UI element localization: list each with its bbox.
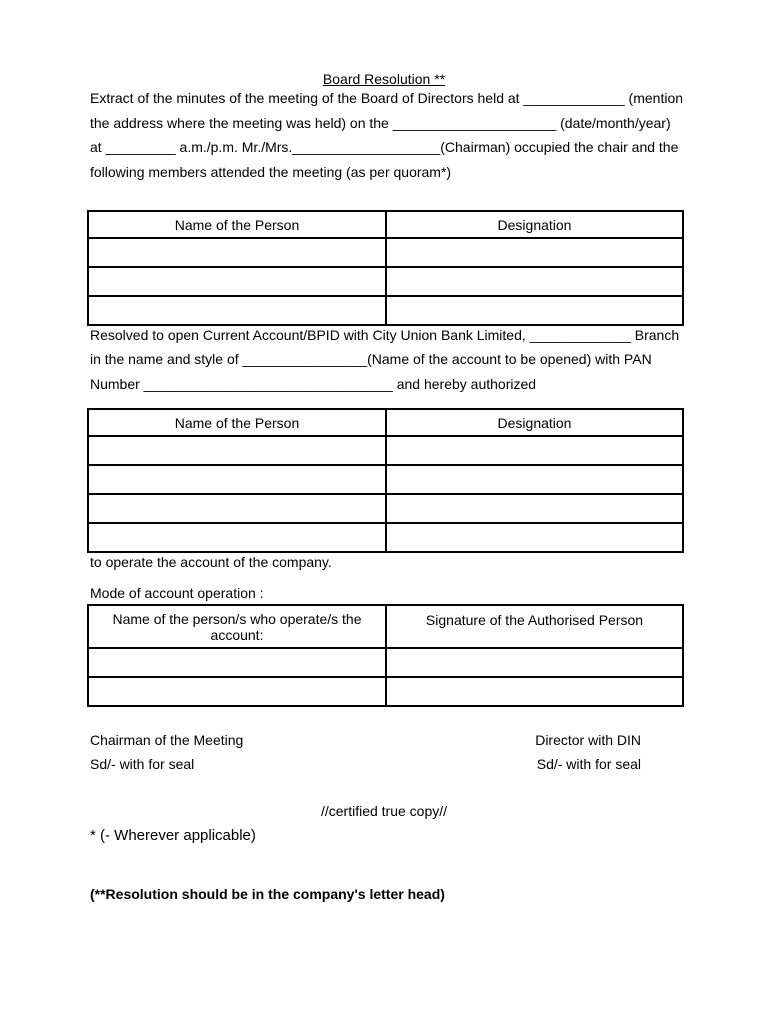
resolved-line-3: Number ________________________________ and hereby authorized (90, 376, 537, 392)
table-cell (88, 436, 386, 465)
table-cell (386, 523, 683, 552)
table-cell (88, 296, 386, 325)
members-table (87, 210, 684, 326)
table-row (88, 677, 683, 706)
table-header-row (88, 605, 683, 648)
chairman-signature-title: Chairman of the Meeting (90, 732, 244, 748)
table-cell (386, 267, 683, 296)
table-cell (386, 648, 683, 677)
table-cell (386, 677, 683, 706)
resolved-line-1: Resolved to open Current Account/BPID with City Union Bank Limited, _____________ Branch (90, 327, 680, 343)
intro-line-1: Extract of the minutes of the meeting of the Board of Directors held at _____________ (mention (90, 90, 684, 106)
table-cell (386, 494, 683, 523)
director-signature-title: Director with DIN (535, 732, 641, 748)
table-cell (386, 296, 683, 325)
wherever-applicable-note: * (- Wherever applicable) (90, 827, 256, 844)
column-header-operator-line-1: Name of the person/s who operate/s the (112, 610, 362, 627)
table-cell (386, 436, 683, 465)
table-cell (88, 238, 386, 267)
table-row (88, 238, 683, 267)
table-row (88, 465, 683, 494)
authorized-persons-table (87, 408, 684, 553)
mode-of-operation-label: Mode of account operation : (90, 585, 264, 601)
column-header-name: Name of the Person (88, 409, 386, 436)
table-header-row (88, 409, 683, 436)
intro-line-4: following members attended the meeting (as per quoram*) (90, 164, 452, 180)
table-cell (386, 465, 683, 494)
table-cell (88, 648, 386, 677)
column-header-designation: Designation (386, 211, 683, 238)
column-header-operator (88, 605, 386, 648)
letterhead-note: (**Resolution should be in the company's letter head) (90, 886, 445, 902)
table-row (88, 523, 683, 552)
column-header-signature: Signature of the Authorised Person (386, 605, 683, 648)
table-row (88, 494, 683, 523)
intro-line-3: at _________ a.m./p.m. Mr./Mrs.___________________(Chairman) occupied the chair and the (90, 139, 679, 155)
table-cell (88, 677, 386, 706)
intro-line-2: the address where the meeting was held) on the _____________________ (date/month/year) (90, 115, 671, 131)
table-row (88, 267, 683, 296)
column-header-name: Name of the Person (88, 211, 386, 238)
table-cell (88, 494, 386, 523)
operation-mode-table (87, 604, 684, 707)
table-cell (88, 267, 386, 296)
certified-true-copy: //certified true copy// (320, 803, 448, 819)
operate-account-text: to operate the account of the company. (90, 554, 332, 570)
table-cell (88, 523, 386, 552)
table-cell (386, 238, 683, 267)
table-row (88, 648, 683, 677)
chairman-signature-sub: Sd/- with for seal (90, 756, 195, 772)
table-row (88, 436, 683, 465)
resolved-line-2: in the name and style of ________________(Name of the account to be opened) with PAN (90, 351, 652, 367)
table-cell (88, 465, 386, 494)
column-header-operator-line-2: account: (210, 626, 264, 643)
document-title: Board Resolution ** (322, 71, 446, 87)
table-row (88, 296, 683, 325)
column-header-designation: Designation (386, 409, 683, 436)
director-signature-sub: Sd/- with for seal (536, 756, 641, 772)
table-header-row (88, 211, 683, 238)
